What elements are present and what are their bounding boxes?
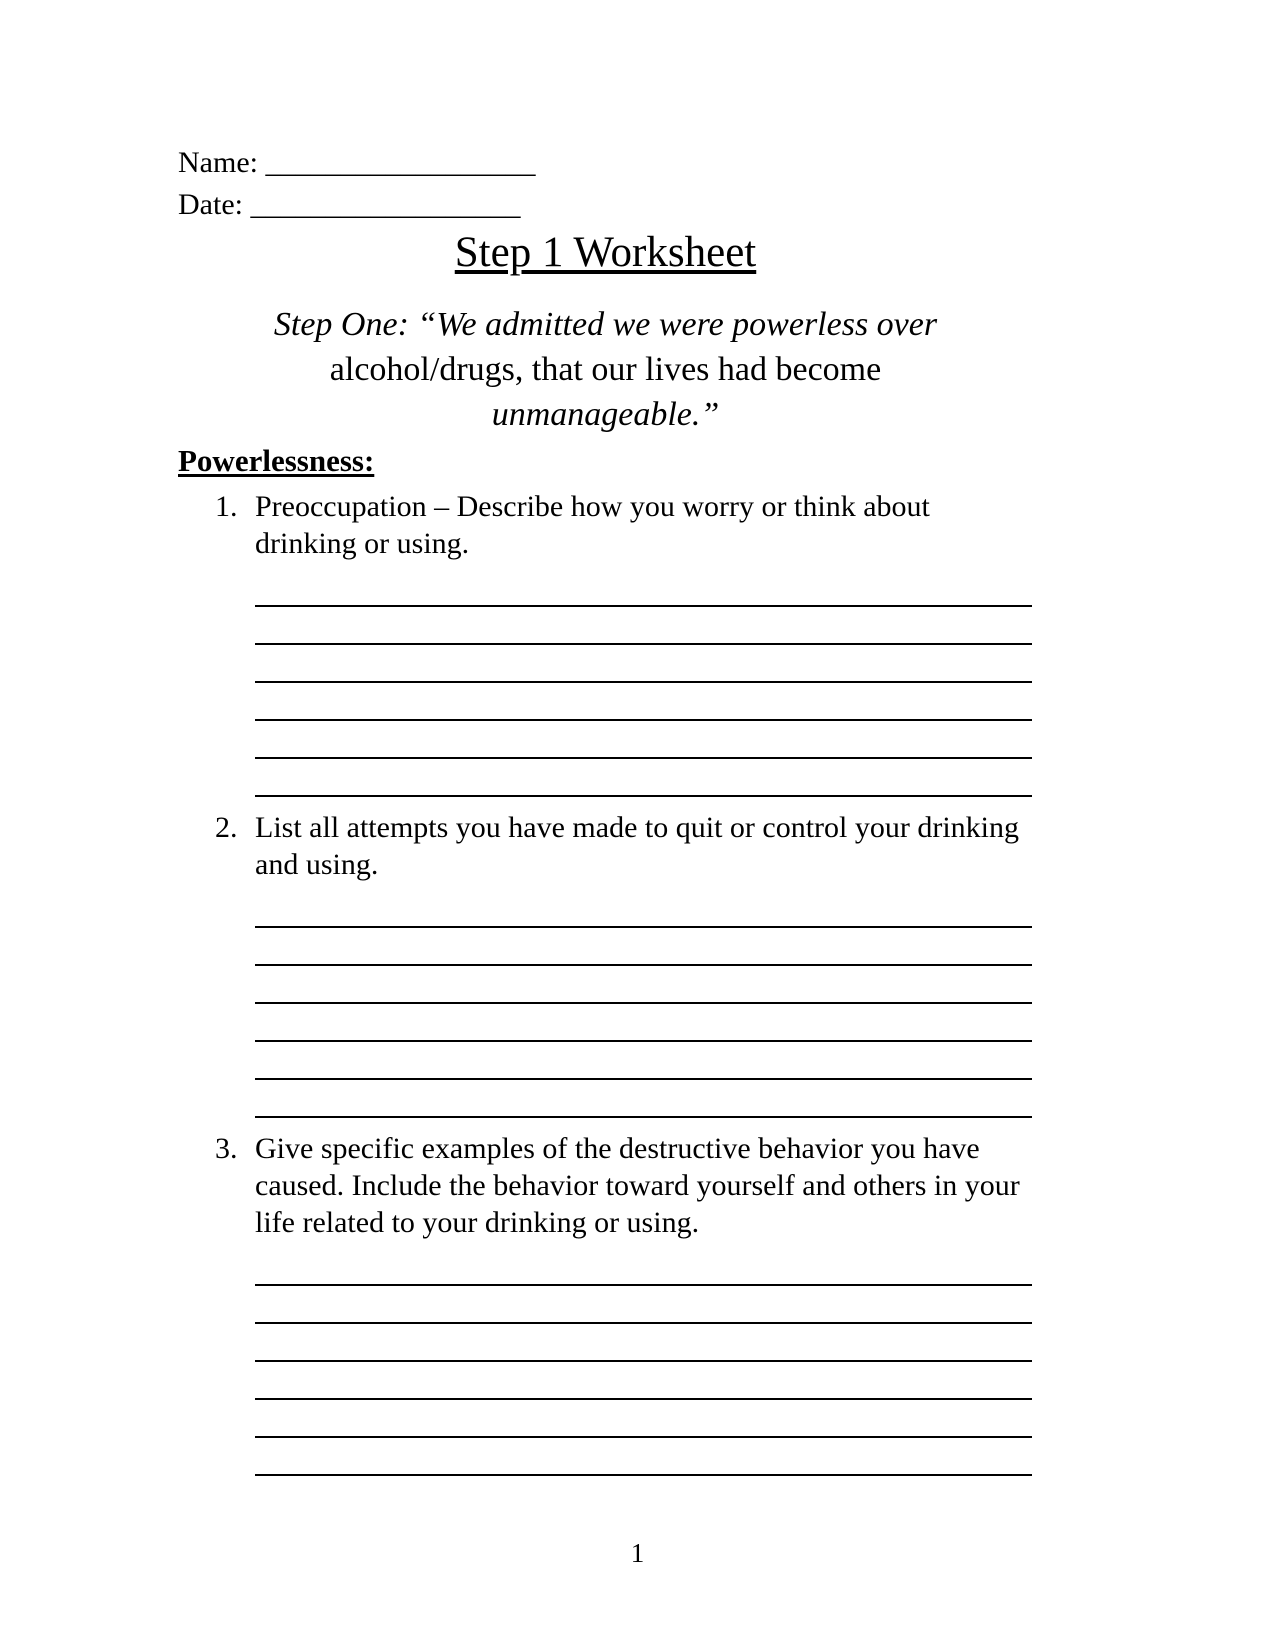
page-title: Step 1 Worksheet [454, 229, 757, 276]
answer-blank-line[interactable] [255, 1252, 1032, 1286]
answer-blank-line[interactable] [255, 932, 1032, 966]
question-2-number: 2. [215, 811, 238, 844]
question-3-text: Give specific examples of the destructive behavior you have caused. Include the behavior toward yourself and others in your life related to your drinking or using. [255, 1132, 1020, 1239]
quote-line-2: alcohol/drugs, that our lives had become [329, 351, 882, 388]
answer-blank-line[interactable] [255, 1404, 1032, 1438]
answer-blank-line[interactable] [255, 894, 1032, 928]
powerlessness-heading: Powerlessness: [178, 443, 375, 478]
question-1 [178, 488, 1033, 562]
answer-blank-line[interactable] [255, 763, 1032, 797]
answer-blank-line[interactable] [255, 1442, 1032, 1476]
page-content [178, 142, 1033, 1488]
question-3 [178, 1130, 1033, 1241]
page-number: 1 [630, 1538, 645, 1568]
date-row [178, 184, 1033, 226]
question-2-text: List all attempts you have made to quit or control your drinking and using. [255, 811, 1020, 881]
quote-line-3: unmanageable.” [491, 396, 720, 433]
answer-blank-line[interactable] [255, 725, 1032, 759]
answer-blank-line[interactable] [255, 611, 1032, 645]
date-blank-line[interactable]: __________________ [250, 188, 521, 221]
answer-blank-line[interactable] [255, 1046, 1032, 1080]
answer-blank-line[interactable] [255, 970, 1032, 1004]
step-one-quote [178, 302, 1033, 437]
question-3-number: 3. [215, 1132, 238, 1165]
name-label: Name: [178, 146, 258, 179]
question-2 [178, 809, 1033, 883]
answer-blank-line[interactable] [255, 1328, 1032, 1362]
question-2-answer-area [255, 894, 1032, 1118]
question-1-number: 1. [215, 490, 238, 523]
answer-blank-line[interactable] [255, 1084, 1032, 1118]
quote-line-1: Step One: “We admitted we were powerless over [273, 306, 938, 343]
name-row [178, 142, 1033, 184]
question-1-text: Preoccupation – Describe how you worry or think about drinking or using. [255, 490, 930, 560]
answer-blank-line[interactable] [255, 687, 1032, 721]
answer-blank-line[interactable] [255, 1366, 1032, 1400]
answer-blank-line[interactable] [255, 649, 1032, 683]
question-3-answer-area [255, 1252, 1032, 1476]
answer-blank-line[interactable] [255, 1290, 1032, 1324]
name-blank-line[interactable]: __________________ [265, 146, 536, 179]
answer-blank-line[interactable] [255, 1008, 1032, 1042]
answer-blank-line[interactable] [255, 573, 1032, 607]
question-1-answer-area [255, 573, 1032, 797]
date-label: Date: [178, 188, 243, 221]
